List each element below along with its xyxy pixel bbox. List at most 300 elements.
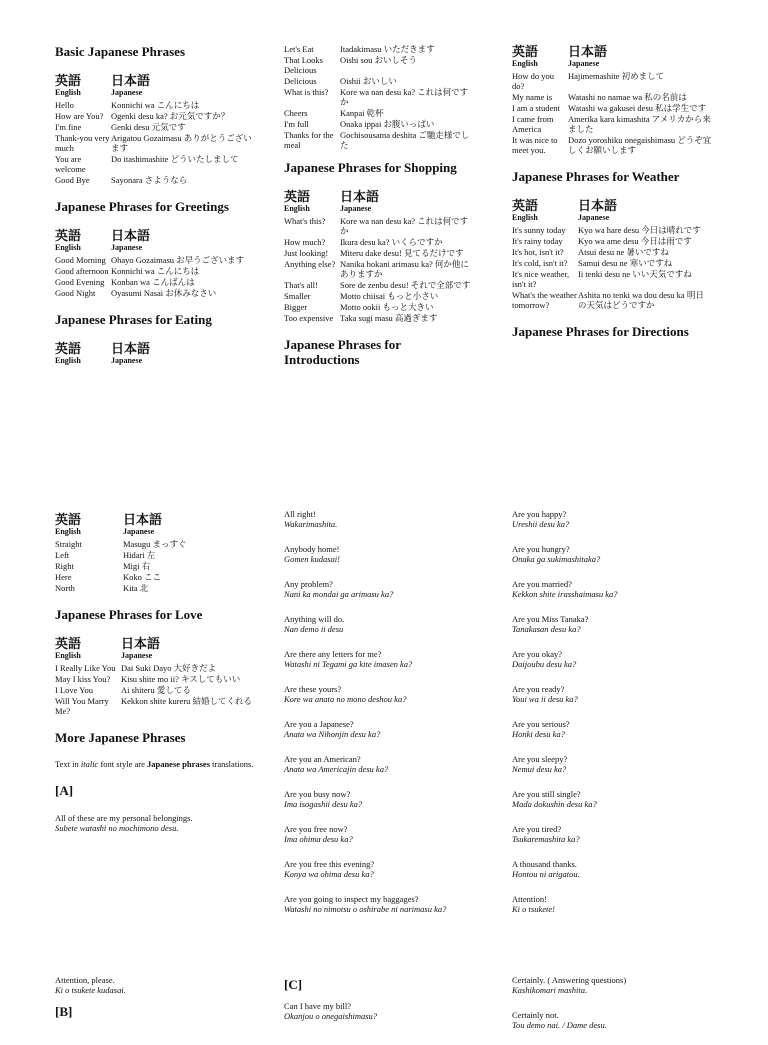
phrase-romaji: Mada dokushin desu ka? [512, 799, 597, 809]
phrase-row [284, 44, 474, 54]
lang-jp: 日本語 [340, 189, 380, 204]
phrase-row [55, 674, 255, 684]
lang-header [55, 341, 255, 356]
directions-rows-section [55, 512, 255, 593]
column-6-bottom [512, 975, 732, 1045]
phrase-english: Are you tired? [512, 824, 562, 834]
phrase-english: How much? [284, 237, 326, 247]
col-header [55, 527, 255, 537]
column-4 [55, 512, 255, 848]
phrase-japanese: Konnichi wa こんにちは [111, 100, 200, 110]
phrase-japanese: Itadakimasu いただきます [340, 44, 435, 54]
eating-rows [284, 44, 474, 150]
phrase-romaji: Kekkon shite irasshaimasu ka? [512, 589, 618, 599]
lang-en: 英語 [284, 189, 311, 204]
phrase-romaji: Youi wa ii desu ka? [512, 694, 578, 704]
phrase-japanese: Konnichi wa こんにちは [111, 266, 200, 276]
phrase-japanese: Koko ここ [123, 572, 162, 582]
lang-jp: 日本語 [578, 198, 618, 213]
directions-rows [55, 539, 255, 593]
column-3 [512, 44, 712, 353]
col-header [55, 356, 255, 366]
phrase-romaji: Watashi no nimotsu o oshirabe ni narimasu ka? [284, 904, 447, 914]
phrase-english: Are you a Japanese? [284, 719, 354, 729]
letter-c: [C] [284, 977, 303, 992]
phrase-english: Are you going to inspect my baggages? [284, 894, 419, 904]
phrase-english: Attention! [512, 894, 547, 904]
love-section [55, 607, 255, 716]
phrase-english: Good Evening [55, 277, 105, 287]
phrase-english: Good Night [55, 288, 96, 298]
phrase-english: A thousand thanks. [512, 859, 577, 869]
phrase-english: Delicious [284, 76, 317, 86]
phrase-japanese: Ai shiteru 愛してる [121, 685, 191, 695]
phrase-row [284, 313, 474, 323]
more-title: More Japanese Phrases [55, 730, 186, 745]
col-japanese: Japanese [123, 527, 155, 536]
col-english: English [512, 59, 538, 68]
phrase-japanese: Gochisousama deshita ご馳走様でした [340, 130, 470, 150]
phrase-entry [512, 1010, 732, 1030]
phrase-english: It was nice to meet you. [512, 135, 558, 155]
phrase-row [284, 302, 474, 312]
phrase-row [512, 135, 712, 155]
lang-en: 英語 [55, 228, 82, 243]
phrase-english: What's the weather tomorrow? [512, 290, 577, 310]
phrase-english: How are You? [55, 111, 104, 121]
phrase-english: Anything else? [284, 259, 336, 269]
phrase-japanese: Dozo yoroshiku onegaishimasu どうぞ宜しくお願いします [568, 135, 712, 155]
phrase-romaji: Ki o tsukete! [512, 904, 555, 914]
phrase-romaji: Ki o tsukete kudasai. [55, 985, 126, 995]
phrase-japanese: Masugu まっすぐ [123, 539, 187, 549]
phrase-row [55, 288, 255, 298]
phrase-entry [512, 894, 722, 914]
column-5-bottom [284, 977, 494, 1036]
lang-header [512, 198, 712, 213]
phrase-romaji: Honki desu ka? [512, 729, 565, 739]
phrase-entry [284, 649, 494, 669]
phrase-japanese: Ohayo Gozaimasu お早うございます [111, 255, 245, 265]
phrase-english: Are you busy now? [284, 789, 351, 799]
phrase-english: Left [55, 550, 70, 560]
phrase-japanese: Watashi wa gakusei desu 私は学生です [568, 103, 707, 113]
phrase-row [55, 175, 255, 185]
letter-b: [B] [55, 1004, 73, 1019]
phrase-japanese: Sore de zenbu desu! それで全部です [340, 280, 471, 290]
col-english: English [512, 213, 538, 222]
eating-title: Japanese Phrases for Eating [55, 312, 212, 327]
lang-en: 英語 [55, 341, 82, 356]
phrase-japanese: Samui desu ne 寒いですね [578, 258, 673, 268]
column-1 [55, 44, 255, 380]
phrase-english: Are you ready? [512, 684, 565, 694]
phrase-english: I am a student [512, 103, 560, 113]
phrase-row [512, 290, 712, 310]
phrase-english: Are these yours? [284, 684, 342, 694]
col-japanese: Japanese [111, 356, 143, 365]
phrase-english: Are you free this evening? [284, 859, 375, 869]
col-english: English [55, 527, 81, 536]
lang-header [55, 73, 255, 88]
phrase-english: What is this? [284, 87, 329, 97]
phrase-japanese: Kita 北 [123, 583, 149, 593]
phrase-japanese: Motto ookii もっと大きい [340, 302, 434, 312]
col-japanese: Japanese [340, 204, 372, 213]
phrase-entry [55, 975, 255, 995]
phrase-row [284, 248, 474, 258]
phrase-entry [284, 824, 494, 844]
phrase-entry [55, 813, 255, 833]
col-english: English [55, 243, 81, 252]
phrase-english: Smaller [284, 291, 311, 301]
phrase-english: It's hot, isn't it? [512, 247, 564, 257]
phrase-row [55, 277, 255, 287]
phrase-entry [512, 719, 722, 739]
phrase-romaji: Okanjou o onegaishimasu? [284, 1011, 378, 1021]
phrase-entry [284, 754, 494, 774]
column-4-bottom [55, 975, 255, 1034]
lang-jp: 日本語 [123, 512, 163, 527]
phrase-romaji: Tanakasan desu ka? [512, 624, 581, 634]
phrase-english: Thank-you very much [55, 133, 110, 153]
phrase-english: Right [55, 561, 74, 571]
note-mid: font style are [98, 759, 147, 769]
introductions-rows [512, 71, 712, 155]
col-header [512, 213, 712, 223]
phrase-entry [284, 894, 494, 914]
eating-rows-section [284, 44, 474, 150]
phrase-english: Any problem? [284, 579, 333, 589]
phrase-row [55, 100, 255, 110]
phrase-romaji: Konya wa ohima desu ka? [284, 869, 374, 879]
phrase-english: Are you okay? [512, 649, 563, 659]
phrase-japanese: Nanika hokani arimasu ka? 何か他にありますか [340, 259, 469, 279]
phrase-row [284, 259, 474, 279]
lang-jp: 日本語 [111, 341, 151, 356]
phrase-japanese: Miteru dake desu! 見てるだけです [340, 248, 464, 258]
col-header [512, 59, 712, 69]
basic-rows [55, 100, 255, 185]
phrase-row [55, 266, 255, 276]
phrase-english: You are welcome [55, 154, 86, 174]
phrase-romaji: Ima ohima desu ka? [284, 834, 353, 844]
lang-jp: 日本語 [121, 636, 161, 651]
phrase-japanese: Hajimemashite 初めまして [568, 71, 665, 81]
lang-jp: 日本語 [111, 228, 151, 243]
phrase-english: Certainly. ( Answering questions) [512, 975, 627, 985]
phrase-entry [512, 859, 722, 879]
col-english: English [55, 356, 81, 365]
phrase-japanese: Arigatou Gozaimasu ありがとうございます [111, 133, 252, 153]
phrase-row [55, 154, 255, 174]
phrase-japanese: Oishi sou おいしそう [340, 55, 417, 65]
phrase-english: Anybody home! [284, 544, 340, 554]
phrase-row [284, 55, 474, 75]
phrase-english: Too expensive [284, 313, 334, 323]
phrase-english: Are there any letters for me? [284, 649, 382, 659]
phrase-english: Hello [55, 100, 74, 110]
colB2-items [284, 1001, 494, 1021]
lang-header [284, 189, 474, 204]
phrase-row [55, 685, 255, 695]
phrase-entry [284, 1001, 494, 1021]
lang-header [55, 228, 255, 243]
phrase-english: North [55, 583, 75, 593]
lang-header [55, 512, 255, 527]
phrase-row [284, 130, 474, 150]
lang-header [55, 636, 255, 651]
phrase-japanese: Sayonara さようなら [111, 175, 188, 185]
phrase-romaji: Nan demo ii desu [284, 624, 344, 634]
phrase-english: Are you free now? [284, 824, 348, 834]
phrase-row [284, 280, 474, 290]
phrase-english: Can I have my bill? [284, 1001, 352, 1011]
phrase-row [284, 76, 474, 86]
phrase-english: Here [55, 572, 72, 582]
shopping-rows [284, 216, 474, 323]
directions-title: Japanese Phrases for Directions [512, 324, 689, 339]
phrase-entry [512, 579, 722, 599]
phrase-row [512, 71, 712, 91]
phrase-japanese: Kekkon shite kureru 結婚してくれる [121, 696, 253, 706]
shopping-section [284, 160, 474, 323]
phrase-english: Good afternoon [55, 266, 109, 276]
letter-a: [A] [55, 783, 74, 798]
phrase-row [512, 114, 712, 134]
phrase-english: Are you hungry? [512, 544, 570, 554]
phrase-row [55, 583, 255, 593]
phrase-japanese: Do itashimashite どういたしまして [111, 154, 239, 164]
lang-header [512, 44, 712, 59]
phrase-romaji: Nemui desu ka? [512, 764, 567, 774]
phrase-english: Cheers [284, 108, 308, 118]
phrase-row [512, 247, 712, 257]
phrase-english: Are you happy? [512, 509, 567, 519]
phrase-english: Good Morning [55, 255, 106, 265]
colA-items [55, 813, 255, 833]
phrase-entry [512, 824, 722, 844]
phrase-english: Just looking! [284, 248, 329, 258]
lang-jp: 日本語 [568, 44, 608, 59]
phrase-japanese: Kore wa nan desu ka? これは何ですか [340, 87, 469, 107]
phrase-japanese: Dai Suki Dayo 大好きだよ [121, 663, 217, 673]
phrase-row [55, 561, 255, 571]
phrase-entry [512, 649, 722, 669]
phrase-english: That's all! [284, 280, 318, 290]
phrase-romaji: Kashikomari mashita. [512, 985, 588, 995]
phrase-row [284, 237, 474, 247]
phrase-english: Are you Miss Tanaka? [512, 614, 589, 624]
phrase-entry [284, 719, 494, 739]
col-japanese: Japanese [578, 213, 610, 222]
basic-section [55, 44, 255, 185]
phrase-entry [284, 684, 494, 704]
lang-en: 英語 [55, 636, 82, 651]
phrase-japanese: Kisu shite mo ii? キスしてもいい [121, 674, 241, 684]
phrase-entry [512, 684, 722, 704]
phrase-row [55, 572, 255, 582]
phrase-japanese: Hidari 左 [123, 550, 156, 560]
phrase-english: What's this? [284, 216, 326, 226]
love-rows [55, 663, 255, 716]
phrase-row [512, 236, 712, 246]
shopping-title: Japanese Phrases for Shopping [284, 160, 457, 175]
love-title: Japanese Phrases for Love [55, 607, 203, 622]
note-pre: Text in [55, 759, 81, 769]
column-5 [284, 509, 494, 929]
col-japanese: Japanese [111, 88, 143, 97]
phrase-english: It's cold, isn't it? [512, 258, 568, 268]
phrase-english: It's rainy today [512, 236, 563, 246]
phrase-romaji: Hontou ni arigatou. [512, 869, 580, 879]
phrase-japanese: Kyo wa ame desu 今日は雨です [578, 236, 692, 246]
weather-title: Japanese Phrases for Weather [512, 169, 680, 184]
col-header [55, 651, 255, 661]
phrase-japanese: Ii tenki desu ne いい天気ですね [578, 269, 692, 279]
phrase-entry [512, 975, 732, 995]
phrase-entry [284, 579, 494, 599]
phrase-entry [284, 544, 494, 564]
phrase-romaji: Gomen kudasai! [284, 554, 340, 564]
lang-en: 英語 [512, 44, 539, 59]
phrase-romaji: Daijoubu desu ka? [512, 659, 577, 669]
colA2-items [55, 975, 255, 995]
phrase-english: Anything will do. [284, 614, 345, 624]
lang-en: 英語 [55, 73, 82, 88]
phrase-entry [284, 859, 494, 879]
phrase-english: Attention, please. [55, 975, 115, 985]
lang-en: 英語 [55, 512, 82, 527]
phrase-japanese: Kyo wa hare desu 今日は晴れです [578, 225, 701, 235]
col-japanese: Japanese [121, 651, 153, 660]
phrase-row [284, 216, 474, 236]
column-2 [284, 44, 474, 381]
phrase-row [512, 258, 712, 268]
phrase-english: My name is [512, 92, 553, 102]
phrase-row [55, 111, 255, 121]
phrase-row [284, 291, 474, 301]
phrase-row [55, 122, 255, 132]
phrase-row [512, 103, 712, 113]
phrase-japanese: Migi 右 [123, 561, 151, 571]
phrase-english: It's nice weather, isn't it? [512, 269, 570, 289]
phrase-english: I'm full [284, 119, 309, 129]
phrase-japanese: Motto chiisai もっと小さい [340, 291, 439, 301]
phrase-entry [284, 509, 494, 529]
phrase-japanese: Ikura desu ka? いくらですか [340, 237, 443, 247]
phrase-japanese: Oyasumi Nasai お休みなさい [111, 288, 217, 298]
phrase-romaji: Onaka ga sukimashitaka? [512, 554, 601, 564]
phrase-romaji: Wakarimashita. [284, 519, 338, 529]
phrase-row [55, 255, 255, 265]
phrase-english: Let's Eat [284, 44, 314, 54]
phrase-row [55, 539, 255, 549]
phrase-entry [512, 754, 722, 774]
weather-section [512, 169, 712, 310]
phrase-row [55, 663, 255, 673]
greetings-rows [55, 255, 255, 298]
phrase-english: That Looks Delicious [284, 55, 323, 75]
col-japanese: Japanese [111, 243, 143, 252]
lang-en: 英語 [512, 198, 539, 213]
phrase-english: Are you an American? [284, 754, 361, 764]
colC-items [512, 509, 722, 914]
col-header [55, 243, 255, 253]
phrase-english: May I kiss You? [55, 674, 111, 684]
phrase-english: Will You Marry Me? [55, 696, 109, 716]
more-section [55, 730, 255, 833]
phrase-english: It's sunny today [512, 225, 566, 235]
phrase-english: I came from America [512, 114, 554, 134]
phrase-english: Thanks for the meal [284, 130, 334, 150]
phrase-romaji: Kore wa anata no mono deshou ka? [284, 694, 407, 704]
more-note [55, 759, 255, 769]
phrase-english: Are you serious? [512, 719, 570, 729]
phrase-japanese: Kanpai 乾杯 [340, 108, 384, 118]
phrase-row [284, 108, 474, 118]
phrase-row [55, 133, 255, 153]
phrase-japanese: Onaka ippai お腹いっぱい [340, 119, 435, 129]
introductions-section [284, 337, 474, 367]
phrase-romaji: Subete watashi no mochimono desu. [55, 823, 179, 833]
phrase-romaji: Tou demo nai. / Dame desu. [512, 1020, 607, 1030]
colB-items [284, 509, 494, 914]
phrase-japanese: Atsui desu ne 暑いですね [578, 247, 669, 257]
phrase-entry [512, 544, 722, 564]
phrase-row [55, 550, 255, 560]
column-6 [512, 509, 722, 929]
phrase-japanese: Taka sugi masu 高過ぎます [340, 313, 438, 323]
phrase-japanese: Genki desu 元気です [111, 122, 186, 132]
phrase-romaji: Watashi ni Tegami ga kite imasen ka? [284, 659, 413, 669]
greetings-title: Japanese Phrases for Greetings [55, 199, 229, 214]
weather-rows [512, 225, 712, 310]
phrase-row [512, 269, 712, 289]
phrase-english: All of these are my personal belongings. [55, 813, 193, 823]
phrase-entry [512, 789, 722, 809]
col-english: English [55, 651, 81, 660]
phrase-english: I'm fine [55, 122, 82, 132]
col-header [55, 88, 255, 98]
col-header [284, 204, 474, 214]
phrase-japanese: Ogenki desu ka? お元気ですか？ [111, 111, 230, 121]
note-post: translations. [210, 759, 254, 769]
phrase-english: Good Bye [55, 175, 90, 185]
phrase-romaji: Ima isogashii desu ka? [284, 799, 363, 809]
phrase-japanese: Oishii おいしい [340, 76, 397, 86]
phrase-romaji: Nani ka mondai ga arimasu ka? [284, 589, 394, 599]
phrase-english: Certainly not. [512, 1010, 559, 1020]
phrase-english: Are you married? [512, 579, 572, 589]
colC2-items [512, 975, 732, 1030]
phrase-english: Bigger [284, 302, 308, 312]
note-bold: Japanese phrases [146, 759, 211, 769]
phrase-english: I Love You [55, 685, 94, 695]
note-italic: italic [80, 759, 99, 769]
eating-section [55, 312, 255, 366]
phrase-english: All right! [284, 509, 316, 519]
phrase-japanese: Amerika kara kimashita アメリカから来ました [568, 114, 711, 134]
phrase-romaji: Anata wa Americajin desu ka? [284, 764, 389, 774]
introductions-title: Japanese Phrases for Introductions [284, 337, 401, 367]
phrase-english: Are you sleepy? [512, 754, 568, 764]
introductions-rows-section [512, 44, 712, 155]
phrase-entry [512, 614, 722, 634]
lang-jp: 日本語 [111, 73, 151, 88]
phrase-japanese: Konban wa こんばんは [111, 277, 195, 287]
phrase-row [512, 92, 712, 102]
